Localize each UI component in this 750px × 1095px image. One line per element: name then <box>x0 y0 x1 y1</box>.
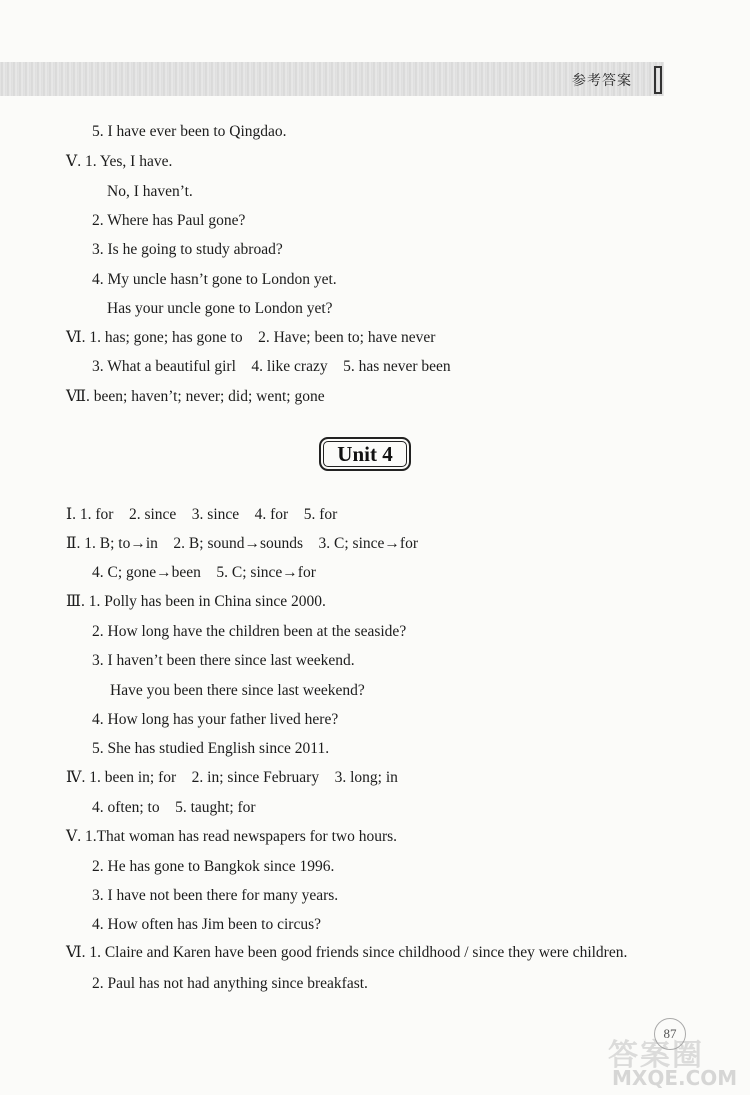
answer-line: Ⅵ. 1. has; gone; has gone to 2. Have; been to; have never <box>66 329 436 346</box>
answer-line: 4. My uncle hasn’t gone to London yet. <box>92 271 337 288</box>
answer-line: 5. She has studied English since 2011. <box>92 740 330 757</box>
answer-line: 2. How long have the children been at the seaside? <box>92 623 407 640</box>
answer-line: 3. I have not been there for many years. <box>92 887 339 904</box>
answer-line: Ⅴ. 1. Yes, I have. <box>66 153 173 170</box>
answer-line: 3. I haven’t been there since last weekend. <box>92 652 355 669</box>
answer-line: No, I haven’t. <box>107 183 193 200</box>
answer-line: 3. Is he going to study abroad? <box>92 241 283 258</box>
answer-line: Ⅵ. 1. Claire and Karen have been good friends since childhood / since they were children. <box>66 944 628 961</box>
answer-line: 4. How long has your father lived here? <box>92 711 339 728</box>
header-band <box>0 62 664 96</box>
answer-line: 5. I have ever been to Qingdao. <box>92 123 287 140</box>
answer-line: 2. He has gone to Bangkok since 1996. <box>92 858 335 875</box>
answer-line: Ⅱ. 1. B; to→in 2. B; sound→sounds 3. C; since→for <box>66 535 418 552</box>
answer-line: 4. How often has Jim been to circus? <box>92 916 321 933</box>
answer-line: Ⅶ. been; haven’t; never; did; went; gone <box>66 388 325 405</box>
answer-line: Ⅲ. 1. Polly has been in China since 2000. <box>66 593 326 610</box>
page-number: 87 <box>654 1018 686 1050</box>
answer-line: Has your uncle gone to London yet? <box>107 300 333 317</box>
answer-line: Ⅰ. 1. for 2. since 3. since 4. for 5. for <box>66 506 338 523</box>
watermark-logo: 答案圈 <box>608 1038 704 1073</box>
answer-line: Have you been there since last weekend? <box>110 682 365 699</box>
unit-title-box <box>319 437 411 471</box>
answer-line: 4. C; gone→been 5. C; since→for <box>92 564 316 581</box>
answer-line: 2. Where has Paul gone? <box>92 212 246 229</box>
answer-line: Ⅴ. 1.That woman has read newspapers for two hours. <box>66 828 398 845</box>
header-bar-decoration <box>654 66 662 94</box>
header-title: 参考答案 <box>572 73 632 89</box>
answer-line: 2. Paul has not had anything since breakfast. <box>92 975 368 992</box>
watermark-url: MXQE.COM <box>612 1066 738 1090</box>
answer-line: 3. What a beautiful girl 4. like crazy 5. has never been <box>92 358 451 375</box>
unit-title: Unit 4 <box>337 441 393 466</box>
answer-line: 4. often; to 5. taught; for <box>92 799 256 816</box>
answer-line: Ⅳ. 1. been in; for 2. in; since February 3. long; in <box>66 769 398 786</box>
